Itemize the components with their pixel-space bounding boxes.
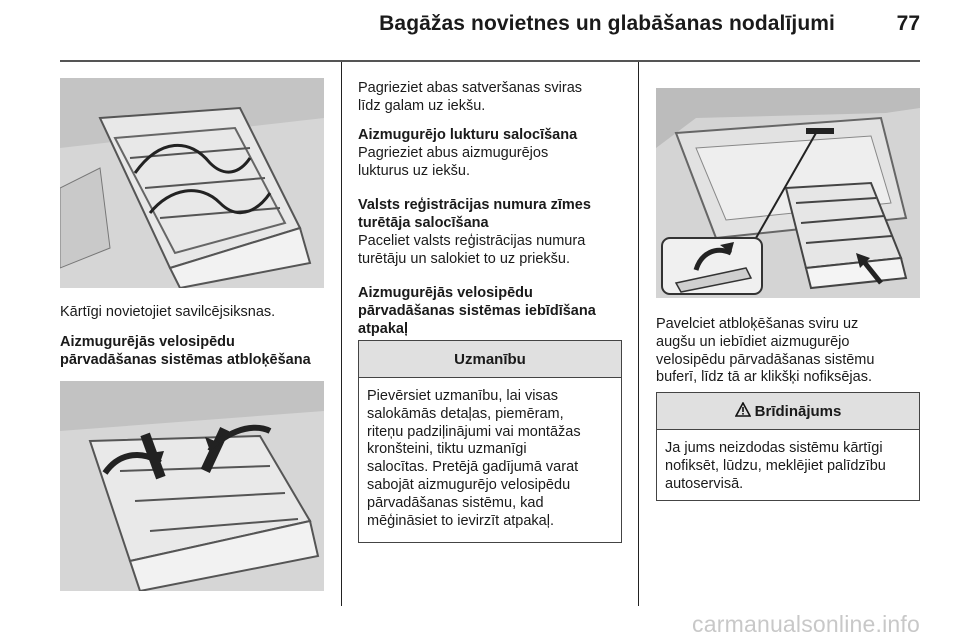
text-line: sabojāt aizmugurējo velosipēdu — [367, 476, 571, 493]
text-line: turētāju un salokiet to uz priekšu. — [358, 250, 570, 267]
warning-triangle-icon — [735, 402, 751, 421]
warning-box — [656, 392, 920, 501]
page-number: 77 — [896, 12, 920, 35]
text-line: pārvadāšanas sistēmu, kad — [367, 494, 544, 511]
section-heading-unlock — [60, 334, 335, 370]
heading-line: atpakaļ — [358, 320, 408, 337]
warning-header — [657, 393, 919, 430]
text-line: riteņu padziļinājumi vai montāžas — [367, 423, 581, 440]
heading-line: Aizmugurējās velosipēdu — [60, 334, 235, 350]
text-line: Pagrieziet abas satveršanas sviras — [358, 80, 583, 96]
caption-strap-placement: Kārtīgi novietojiet savilcējsiksnas. — [60, 304, 276, 320]
section-heading-retract — [358, 285, 633, 338]
heading-line: pārvadāšanas sistēmas atbloķēšana — [60, 351, 311, 368]
heading-line: Valsts reģistrācijas numura zīmes — [358, 197, 591, 213]
illustration-unlock-levers — [60, 381, 324, 591]
paragraph-pull-lever — [656, 316, 926, 387]
text-line: buferī, līdz tā ar klikšķi nofiksējas. — [656, 369, 872, 386]
illustration-strap-placement — [60, 78, 324, 288]
text-line: augšu un iebīdiet aizmugurējo — [656, 333, 850, 350]
paragraph-plate — [358, 233, 633, 269]
section-heading-lights: Aizmugurējo lukturu salocīšana — [358, 127, 578, 143]
heading-line: Aizmugurējās velosipēdu — [358, 285, 533, 301]
section-heading-plate — [358, 197, 633, 233]
text-line: mēģināsiet to ievirzīt atpakaļ. — [367, 512, 554, 529]
paragraph-lights — [358, 145, 628, 181]
watermark-text: carmanualsonline.info — [692, 611, 920, 637]
paragraph-turn-levers — [358, 80, 628, 116]
caution-title: Uzmanību — [359, 341, 621, 378]
column-divider-2 — [638, 62, 639, 606]
caution-text — [359, 378, 621, 538]
heading-line: turētāja salocīšana — [358, 214, 489, 231]
illustration-retract-carrier — [656, 88, 920, 298]
column-divider-1 — [341, 62, 342, 606]
text-line: Pievērsiet uzmanību, lai visas — [367, 388, 558, 404]
text-line: Pavelciet atbloķēšanas sviru uz — [656, 316, 859, 332]
heading-line: pārvadāšanas sistēmas iebīdīšana — [358, 302, 596, 319]
text-line: autoservisā. — [665, 475, 744, 492]
text-line: Pagrieziet abus aizmugurējos — [358, 145, 549, 161]
text-line: velosipēdu pārvadāšanas sistēmu — [656, 351, 875, 368]
text-line: salocītas. Pretējā gadījumā varat — [367, 459, 579, 476]
header-divider — [60, 60, 920, 62]
text-line: Ja jums neizdodas sistēmu kārtīgi — [665, 440, 883, 456]
text-line: salokāmās detaļas, piemēram, — [367, 405, 564, 422]
text-line: nofiksēt, lūdzu, meklējiet palīdzību — [665, 457, 886, 474]
text-line: līdz galam uz iekšu. — [358, 97, 486, 114]
text-line: kronšteini, tiktu uzmanīgi — [367, 441, 527, 458]
caution-box — [358, 340, 622, 543]
text-line: lukturus uz iekšu. — [358, 162, 471, 179]
warning-text — [657, 430, 919, 501]
warning-title: Brīdinājums — [754, 402, 842, 420]
text-line: Paceliet valsts reģistrācijas numura — [358, 233, 586, 249]
page-title: Bagāžas novietnes un glabāšanas nodalījumi — [379, 12, 835, 35]
